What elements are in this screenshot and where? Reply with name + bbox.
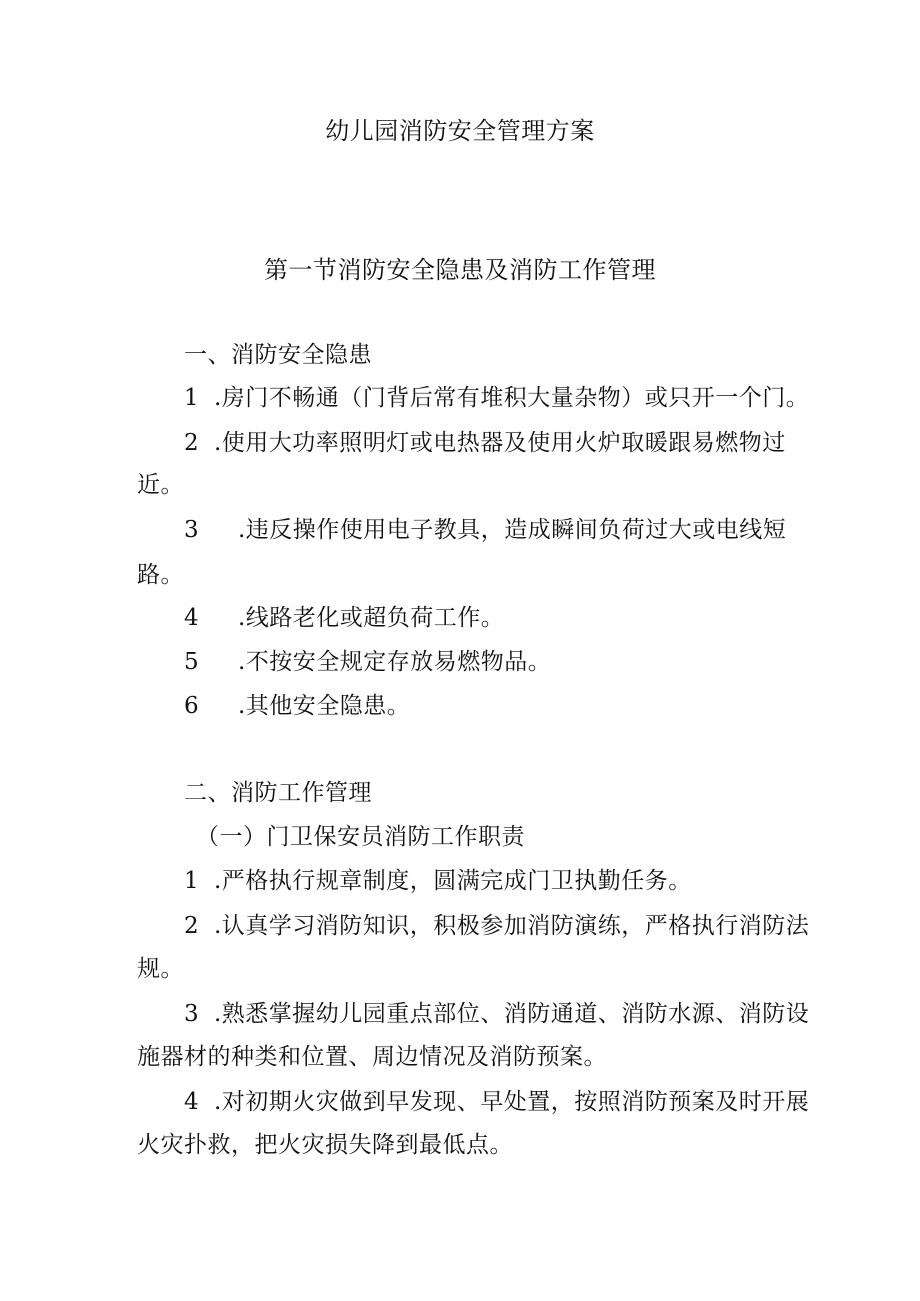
item-number: 1 bbox=[184, 868, 200, 894]
item-number: 3 bbox=[184, 517, 200, 543]
item-number: 5 bbox=[184, 649, 200, 675]
part1-item-3 bbox=[184, 515, 786, 545]
item-text: .违反操作使用电子教具，造成瞬间负荷过大或电线短 bbox=[238, 517, 787, 543]
part2-item-2 bbox=[184, 911, 809, 941]
item-number: 3 bbox=[184, 1001, 200, 1027]
part1-item-1 bbox=[184, 383, 809, 413]
item-number: 4 bbox=[184, 605, 200, 631]
item-text: .对初期火灾做到早发现、早处置，按照消防预案及时开展 bbox=[214, 1089, 810, 1115]
part2-item-4-continuation: 火灾扑救，把火灾损失降到最低点。 bbox=[137, 1132, 513, 1158]
part1-item-5 bbox=[184, 647, 551, 677]
part1-item-2 bbox=[184, 428, 786, 458]
part2-item-3 bbox=[184, 999, 809, 1029]
section-title: 第一节消防安全隐患及消防工作管理 bbox=[264, 256, 656, 284]
part1-item-3-continuation: 路。 bbox=[137, 562, 184, 588]
item-number: 2 bbox=[184, 430, 200, 456]
part2-subheading: （一）门卫保安员消防工作职责 bbox=[196, 824, 525, 850]
item-text: .熟悉掌握幼儿园重点部位、消防通道、消防水源、消防设 bbox=[214, 1001, 810, 1027]
item-number: 1 bbox=[184, 385, 200, 411]
item-text: .认真学习消防知识，积极参加消防演练，严格执行消防法 bbox=[214, 913, 810, 939]
item-text: .其他安全隐患。 bbox=[238, 693, 411, 719]
item-number: 4 bbox=[184, 1089, 200, 1115]
document-title: 幼儿园消防安全管理方案 bbox=[325, 117, 595, 145]
item-text: .线路老化或超负荷工作。 bbox=[238, 605, 505, 631]
part2-heading: 二、消防工作管理 bbox=[184, 780, 372, 806]
item-text: .不按安全规定存放易燃物品。 bbox=[238, 649, 552, 675]
item-text: .房门不畅通（门背后常有堆积大量杂物）或只开一个门。 bbox=[214, 385, 810, 411]
part2-item-4 bbox=[184, 1087, 809, 1117]
part1-item-6 bbox=[184, 691, 410, 721]
part1-item-4 bbox=[184, 603, 504, 633]
part2-item-1 bbox=[184, 866, 692, 896]
item-number: 6 bbox=[184, 693, 200, 719]
part1-heading: 一、消防安全隐患 bbox=[184, 342, 372, 368]
item-number: 2 bbox=[184, 913, 200, 939]
part2-item-2-continuation: 规。 bbox=[137, 956, 184, 982]
item-text: .严格执行规章制度，圆满完成门卫执勤任务。 bbox=[214, 868, 692, 894]
part2-item-3-continuation: 施器材的种类和位置、周边情况及消防预案。 bbox=[137, 1044, 607, 1070]
item-text: .使用大功率照明灯或电热器及使用火炉取暖跟易燃物过 bbox=[214, 430, 786, 456]
part1-item-2-continuation: 近。 bbox=[137, 472, 184, 498]
